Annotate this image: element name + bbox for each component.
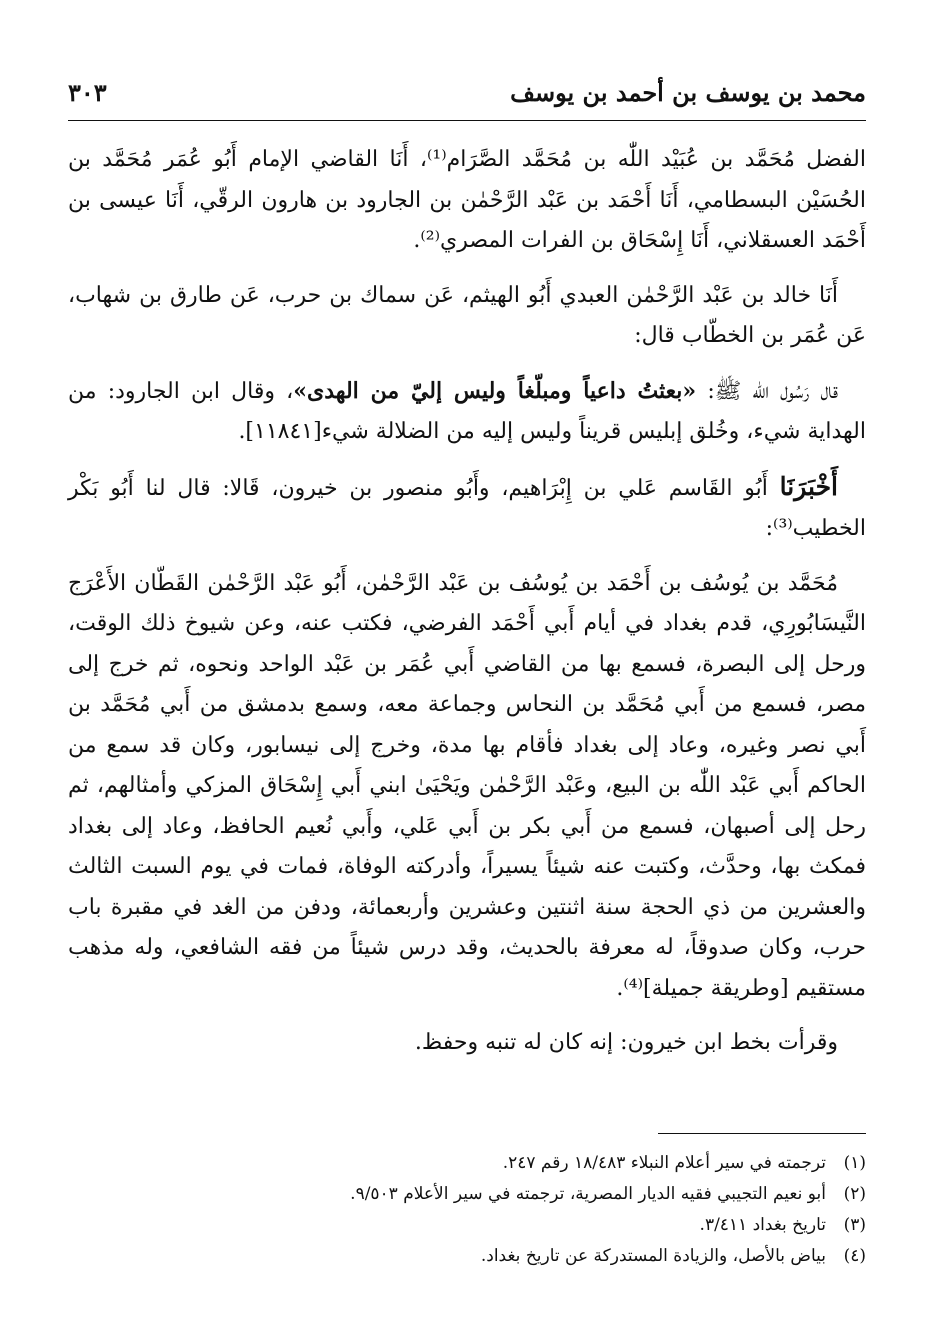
footnote-text: ترجمته في سير أعلام النبلاء ١٨/٤٨٣ رقم ٢٤٧. xyxy=(502,1153,826,1173)
page-number: ٣٠٣ xyxy=(68,78,107,107)
running-title: محمد بن يوسف بن أحمد بن يوسف xyxy=(510,78,866,107)
footnote-text: بياض بالأصل، والزيادة المستدركة عن تاريخ بغداد. xyxy=(480,1246,826,1266)
paragraph-isnad: أَنَا خالد بن عَبْد الرَّحْمٰن العبدي أَبُو الهيثم، عَن سماك بن حرب، عَن طارق بن شهاب، عَن عُمَر بن الخطّاب قال: xyxy=(68,282,866,348)
paragraph-closing: وقرأت بخط ابن خيرون: إنه كان له تنبه وحفظ. xyxy=(414,1030,838,1055)
footnote-text: أبو نعيم التجيبي فقيه الديار المصرية، ترجمته في سير الأعلام ٩/٥٠٣. xyxy=(350,1184,826,1204)
footnote-number: (٢) xyxy=(843,1184,866,1204)
paragraph-chain-of-narration: الفضل مُحَمَّد بن عُبَيْد اللّٰه بن مُحَمَّد الصَّرَام⁽¹⁾، أَنَا القاضي الإمام أَبُو عُمَر مُحَمَّد بن الحُسَيْن البسطامي، أَنَا أَحْمَد بن عَبْد الرَّحْمٰن بن الجارود بن هارون الرقّي، أَنَا عيسى بن أَحْمَد العسقلاني، أَنَا إِسْحَاق بن الفرات المصري⁽²⁾. xyxy=(68,147,866,253)
footnote-number: (٣) xyxy=(843,1215,866,1235)
footnote-number: (١) xyxy=(843,1153,866,1173)
page-header xyxy=(68,78,866,114)
footnote-item xyxy=(68,1179,866,1210)
footnote-item xyxy=(68,1210,866,1241)
paragraph-hadith xyxy=(68,371,866,453)
hadith-intro: قال رَسُول اللّٰه ﷺ: xyxy=(696,378,838,404)
footnote-divider xyxy=(658,1133,866,1134)
footnotes xyxy=(68,1148,866,1272)
akhbarana-lead-word: أَخْبَرَنَا xyxy=(779,471,838,501)
hadith-quote: «بعثتُ داعياً ومبلّغاً وليس إليّ من الهدى» xyxy=(293,377,697,404)
footnote-item xyxy=(68,1241,866,1272)
akhbarana-text: أَبُو القَاسم عَلي بن إِبْرَاهيم، وأَبُو منصور بن خيرون، قَالا: قال لنا أَبُو بَكْر الخطيب⁽³⁾: xyxy=(68,475,866,541)
paragraph-biography: مُحَمَّد بن يُوسُف بن أَحْمَد بن يُوسُف بن عَبْد الرَّحْمٰن، أَبُو عَبْد الرَّحْمٰن القَطّان الأَعْرَج النَّيسَابُورِي، قدم بغداد في أيام أَبي أَحْمَد الفرضي، فكتب عنه، وعن شيوخ ذلك الوقت، ورحل إلى البصرة، فسمع بها من القاضي أَبي عُمَر بن عَبْد الواحد ونحوه، ثم خرج إلى مصر، فسمع من أَبي مُحَمَّد بن النحاس وجماعة معه، وسمع بدمشق من أَبي مُحَمَّد بن أَبي نصر وغيره، وعاد إلى بغداد فأقام بها مدة، وخرج إلى نيسابور، وكان قد سمع من الحاكم أَبي عَبْد اللّٰه بن البيع، وعَبْد الرَّحْمٰن ويَحْيَىٰ ابني أَبي إِسْحَاق المزكي وأمثالهم، ثم رحل إلى أصبهان، فسمع من أَبي بكر بن أَبي عَلي، وأَبي نُعيم الحافظ، وعاد إلى بغداد فمكث بها، وحدَّث، وكتبت عنه شيئاً يسيراً، وأدركته الوفاة، فمات في يوم السبت الثالث والعشرين من ذي الحجة سنة اثنتين وعشرين وأربعمائة، ودفن من الغد في مقبرة باب حرب، وكان صدوقاً، له معرفة بالحديث، وقد درس شيئاً من فقه الشافعي، وله مذهب مستقيم [وطريقة جميلة]⁽⁴⁾. xyxy=(68,570,866,1001)
main-text xyxy=(68,140,866,1078)
header-divider xyxy=(68,120,866,121)
footnote-text: تاريخ بغداد ٣/٤١١. xyxy=(699,1215,826,1235)
paragraph-akhbarana xyxy=(68,467,866,550)
footnote-number: (٤) xyxy=(843,1246,866,1266)
hadith-rest: ، وقال ابن الجارود: من الهداية شيء، وخُلق إبليس قريناً وليس إليه من الضلالة شيء[١١٨٤١]. xyxy=(68,378,866,444)
footnote-item xyxy=(68,1148,866,1179)
